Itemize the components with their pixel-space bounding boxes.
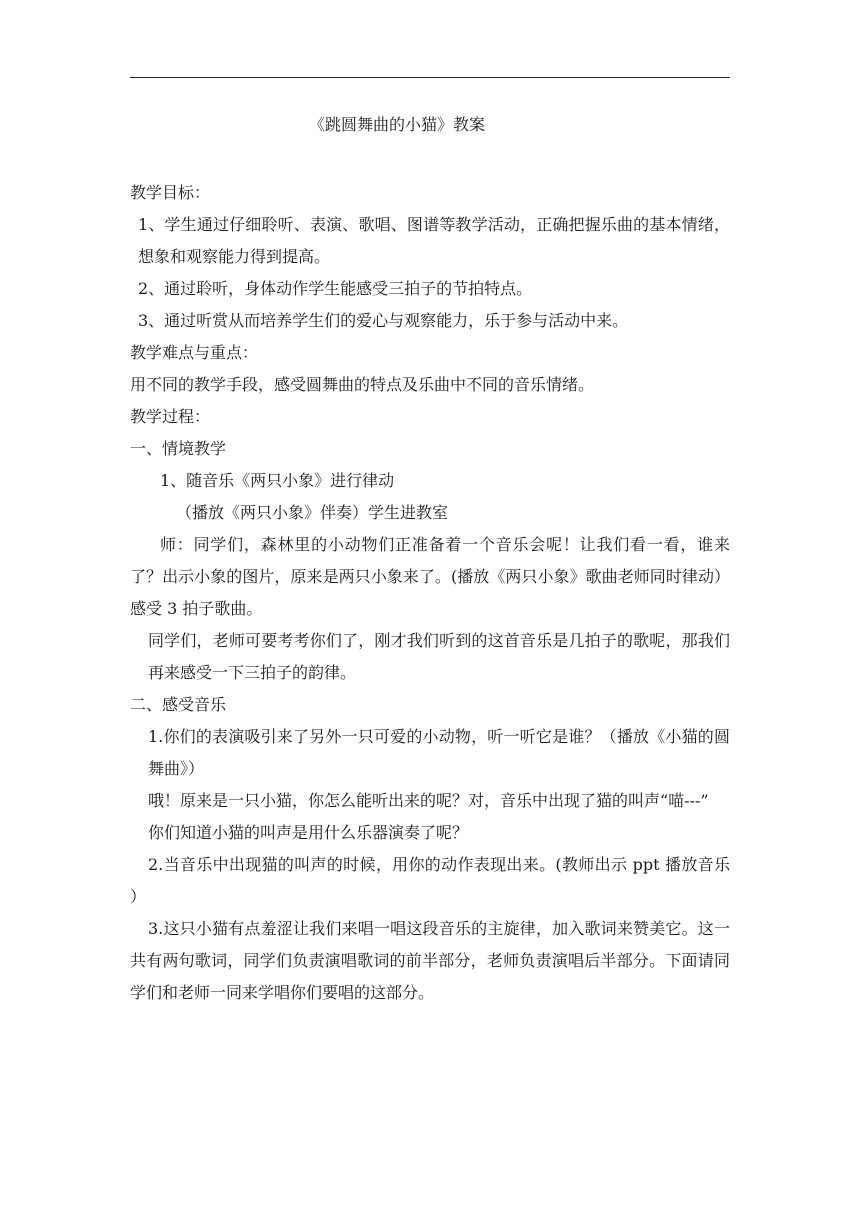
process-heading: 教学过程： xyxy=(130,407,211,426)
goal-item-1: 1、学生通过仔细聆听、表演、歌唱、图谱等教学活动，正确把握乐曲的基本情绪，想象和观察能力得到提高。 xyxy=(138,215,730,266)
goal-item-3: 3、通过听赏从而培养学生们的爱心与观察能力，乐于参与活动中来。 xyxy=(138,311,629,330)
goals-heading: 教学目标： xyxy=(130,183,211,202)
section1-item1: 1、随音乐《两只小象》进行律动 xyxy=(160,471,395,490)
difficulty-text: 用不同的教学手段，感受圆舞曲的特点及乐曲中不同的音乐情绪。 xyxy=(130,375,595,394)
section1-para2: 同学们，老师可要考考你们了，刚才我们听到的这首音乐是几拍子的歌呢，那我们再来感受一下三拍子的韵律。 xyxy=(148,631,730,682)
section1-teacher: 师：同学们，森林里的小动物们正准备着一个音乐会呢！让我们看一看，谁来了？出示小象的图片，原来是两只小象来了。(播放《两只小象》歌曲老师同时律动）感受 3 拍子歌曲。 xyxy=(130,535,730,618)
section2-item1: 1.你们的表演吸引来了另外一只可爱的小动物，听一听它是谁？（播放《小猫的圆舞曲》） xyxy=(148,727,730,778)
section2-item3: 3.这只小猫有点羞涩让我们来唱一唱这段音乐的主旋律，加入歌词来赞美它。这一共有两句歌词，同学们负责演唱歌词的前半部分，老师负责演唱后半部分。下面请同学们和老师一同来学唱你们要唱的这部分。 xyxy=(130,919,730,1002)
difficulty-heading: 教学难点与重点： xyxy=(130,343,259,362)
section2-item1-line3: 你们知道小猫的叫声是用什么乐器演奏了呢？ xyxy=(148,823,469,842)
section2-item1-line2: 哦！原来是一只小猫，你怎么能听出来的呢？对，音乐中出现了猫的叫声“喵---” xyxy=(148,791,709,810)
goal-item-2: 2、通过聆听，身体动作学生能感受三拍子的节拍特点。 xyxy=(138,279,533,298)
section2-item2: 2.当音乐中出现猫的叫声的时候，用你的动作表现出来。(教师出示 ppt 播放音乐 ） xyxy=(130,855,730,906)
header-rule xyxy=(130,77,730,78)
section1-item1-note: （播放《两只小象》伴奏）学生进教室 xyxy=(176,503,449,522)
section2-heading: 二、感受音乐 xyxy=(130,695,227,714)
section1-heading: 一、情境教学 xyxy=(130,439,227,458)
document-body xyxy=(130,113,730,1009)
document-title: 《跳圆舞曲的小猫》教案 xyxy=(309,115,486,134)
